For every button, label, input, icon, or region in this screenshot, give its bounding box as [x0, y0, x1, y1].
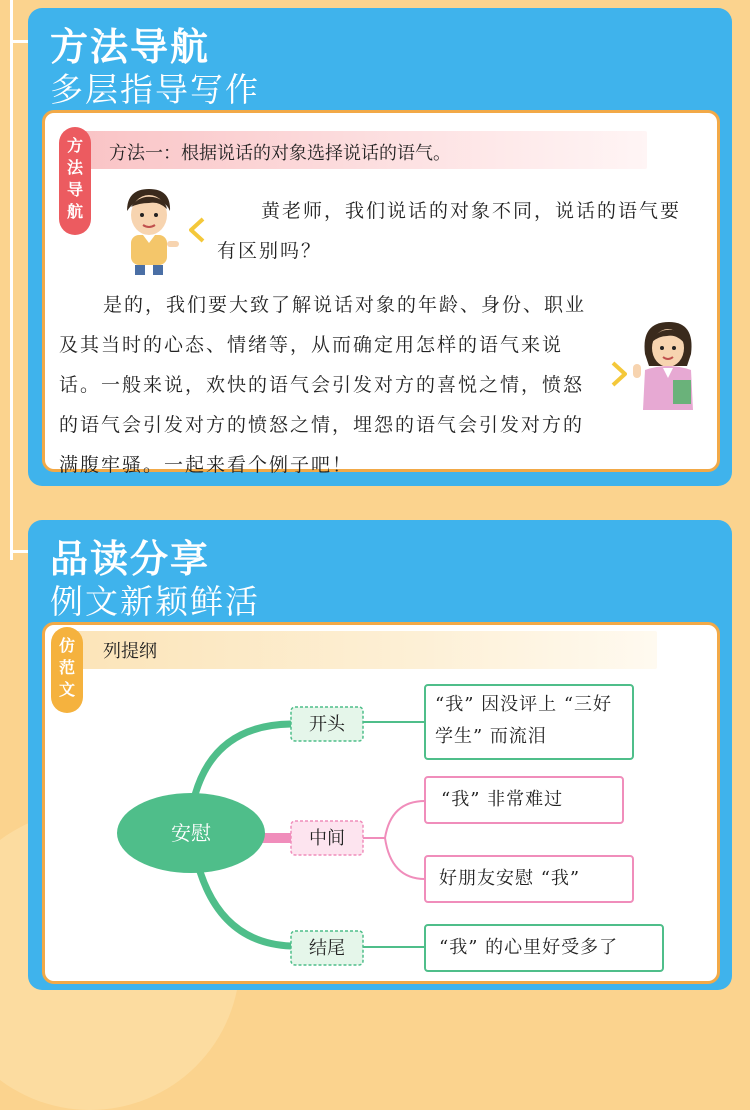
teacher-answer: 是的，我们要大致了解说话对象的年龄、身份、职业及其当时的心态、情绪等，从而确定用怎样的语气来说话。一般来说，欢快的语气会引发对方的喜悦之情，愤怒的语气会引发对方的愤怒之情，埋怨的语气会引发对方的满腹牢骚。一起来看个例子吧！ — [59, 294, 587, 476]
method-tag — [59, 127, 91, 235]
section-subtitle-reading: 例文新颖鲜活 — [50, 582, 260, 621]
leaf-text: 好朋友安慰 “我” — [439, 868, 581, 889]
student-boy-illustration — [113, 185, 183, 277]
leaf-text: “我” 的心里好受多了 — [439, 937, 619, 958]
student-question: 黄老师，我们说话的对象不同，说话的语气要有区别吗？ — [217, 200, 682, 262]
branch-label: 中间 — [309, 828, 345, 849]
leaf-line-middle-2 — [385, 838, 425, 879]
timeline-line — [10, 0, 13, 560]
leaf-text: “我” 因没评上 “三好学生” 而流泪 — [435, 694, 613, 747]
method-card — [42, 110, 720, 476]
branch-line-start — [195, 724, 291, 795]
branch-label: 结尾 — [309, 938, 345, 959]
section-subtitle-method: 多层指导写作 — [50, 70, 260, 109]
speech-arrow-right-icon — [611, 361, 627, 387]
section-title-reading: 品读分享 — [50, 537, 211, 581]
tag-char: 导 — [66, 180, 83, 199]
method-heading: 方法一：根据说话的对象选择说话的语气。 — [109, 143, 451, 164]
outline-card — [42, 622, 720, 984]
tag-char: 文 — [58, 680, 75, 699]
tag-char: 方 — [66, 136, 83, 155]
section-title-method: 方法导航 — [50, 25, 211, 69]
center-label: 安慰 — [171, 821, 211, 845]
leaf-line-middle-1 — [363, 801, 425, 838]
tag-char: 法 — [66, 158, 83, 177]
leaf-text: “我” 非常难过 — [441, 789, 564, 810]
tag-char: 范 — [58, 658, 75, 677]
speech-arrow-icon — [189, 217, 205, 243]
teacher-illustration — [633, 318, 703, 414]
tag-char: 航 — [66, 202, 83, 221]
outline-heading: 列提纲 — [103, 641, 157, 662]
tag-char: 仿 — [58, 636, 75, 655]
branch-label: 开头 — [309, 714, 345, 735]
